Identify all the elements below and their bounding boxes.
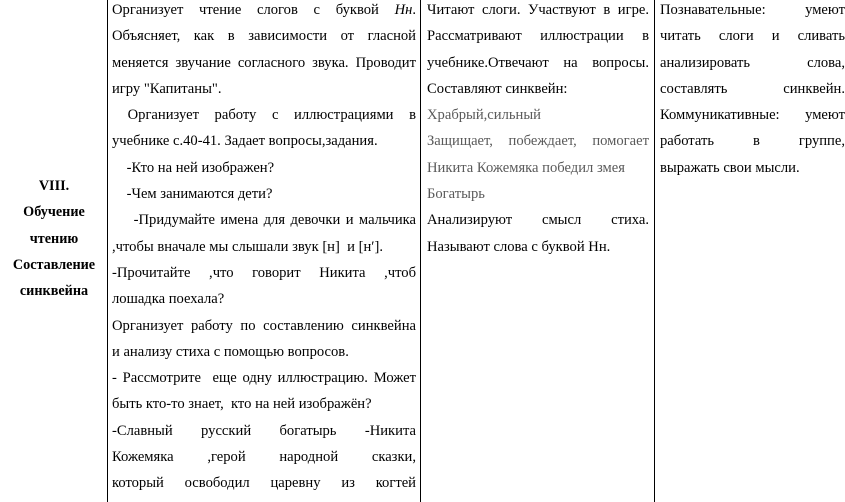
text-run: Организует работу по составлению синквейна: [112, 317, 416, 334]
student-text-line: Анализируют смысл стиха.: [427, 212, 649, 229]
text-run: ,чтобы вначале мы слышали звук [н] и [н′].: [112, 238, 383, 255]
text-run: -Славный русский богатырь -Никита: [112, 422, 416, 439]
text-run: Объясняет, как в зависимости от гласной: [112, 28, 416, 45]
column-divider: [654, 0, 655, 502]
text-run: меняется звучание согласного звука. Проводит: [112, 54, 416, 71]
teacher-text-line: [112, 418, 416, 444]
student-text-line: Богатырь: [427, 186, 485, 203]
text-run: Организует работу с иллюстрациями в: [112, 107, 416, 124]
teacher-text-line: [112, 260, 416, 286]
text-run: лошадка поехала?: [112, 291, 225, 308]
text-run: учебнике с.40-41. Задает вопросы,задания.: [112, 133, 378, 150]
text-run: игру "Капитаны".: [112, 80, 222, 97]
student-text-line: Никита Кожемяка победил змея: [427, 159, 625, 176]
teacher-text-line: [112, 50, 416, 76]
teacher-text-line: [112, 391, 416, 417]
student-text-line: Составляют синквейн:: [427, 80, 568, 97]
letter-italic: Нн: [394, 2, 413, 18]
teacher-text-line: [112, 76, 416, 102]
teacher-text-line: [112, 181, 416, 207]
text-run: -Придумайте имена для девочки и мальчика: [112, 212, 416, 229]
text-run: Кожемяка ,герой народной сказки,: [112, 449, 416, 466]
teacher-text-line: [112, 155, 416, 181]
stage-title-line: Обучение: [23, 204, 85, 221]
student-activity-cell: [427, 0, 649, 502]
teacher-text-line: [112, 470, 416, 496]
text-run: который освободил царевну из когтей: [112, 475, 416, 492]
uud-text-line: читать слоги и сливать: [660, 28, 845, 45]
student-text-line: Называют слова с буквой Нн.: [427, 238, 611, 255]
text-run: -Кто на ней изображен?: [112, 159, 275, 176]
uud-text-line: работать в группе,: [660, 133, 845, 150]
stage-title-line: чтению: [29, 230, 79, 247]
uud-cell: [660, 0, 845, 502]
text-run: .: [412, 2, 416, 18]
text-run: -Прочитайте ,что говорит Никита ,чтоб: [112, 264, 416, 281]
teacher-text-line: [112, 234, 416, 260]
teacher-text-line: [112, 313, 416, 339]
text-run: быть кто-то знает, кто на ней изображён?: [112, 396, 372, 413]
text-run: -Чем занимаются дети?: [112, 186, 273, 203]
column-divider: [420, 0, 421, 502]
text-run: и анализу стиха с помощью вопросов.: [112, 343, 349, 360]
teacher-text-line: [112, 444, 416, 470]
student-text-line: Храбрый,сильный: [427, 107, 541, 124]
teacher-text-line: [112, 365, 416, 391]
uud-text-line: составлять синквейн.: [660, 80, 845, 97]
stage-title-line: Составление: [12, 256, 96, 273]
teacher-text-line: [112, 339, 416, 365]
student-text-line: учебнике.Отвечают на вопросы.: [427, 54, 649, 71]
teacher-text-line: [112, 0, 416, 23]
uud-text-line: выражать свои мысли.: [660, 159, 800, 176]
teacher-text-line: [112, 23, 416, 49]
student-text-line: Защищает, побеждает, помогает: [427, 133, 649, 150]
teacher-activity-cell: [112, 0, 416, 502]
text-run: Организует чтение слогов с буквой: [112, 2, 395, 18]
student-text-line: Рассматривают иллюстрации в: [427, 28, 649, 45]
stage-title-line: синквейна: [19, 283, 89, 300]
teacher-text-line: [112, 128, 416, 154]
uud-text-line: анализировать слова,: [660, 54, 845, 71]
uud-text-line: Коммуникативные: умеют: [660, 107, 845, 124]
teacher-text-line: [112, 207, 416, 233]
stage-number: VIII.: [38, 178, 70, 194]
stage-cell: [0, 173, 108, 304]
teacher-text-line: [112, 286, 416, 312]
text-run: - Рассмотрите еще одну иллюстрацию. Может: [112, 370, 416, 387]
teacher-text-line: [112, 102, 416, 128]
student-text-line: Читают слоги. Участвуют в игре.: [427, 2, 649, 18]
uud-text-line: Познавательные: умеют: [660, 2, 845, 18]
